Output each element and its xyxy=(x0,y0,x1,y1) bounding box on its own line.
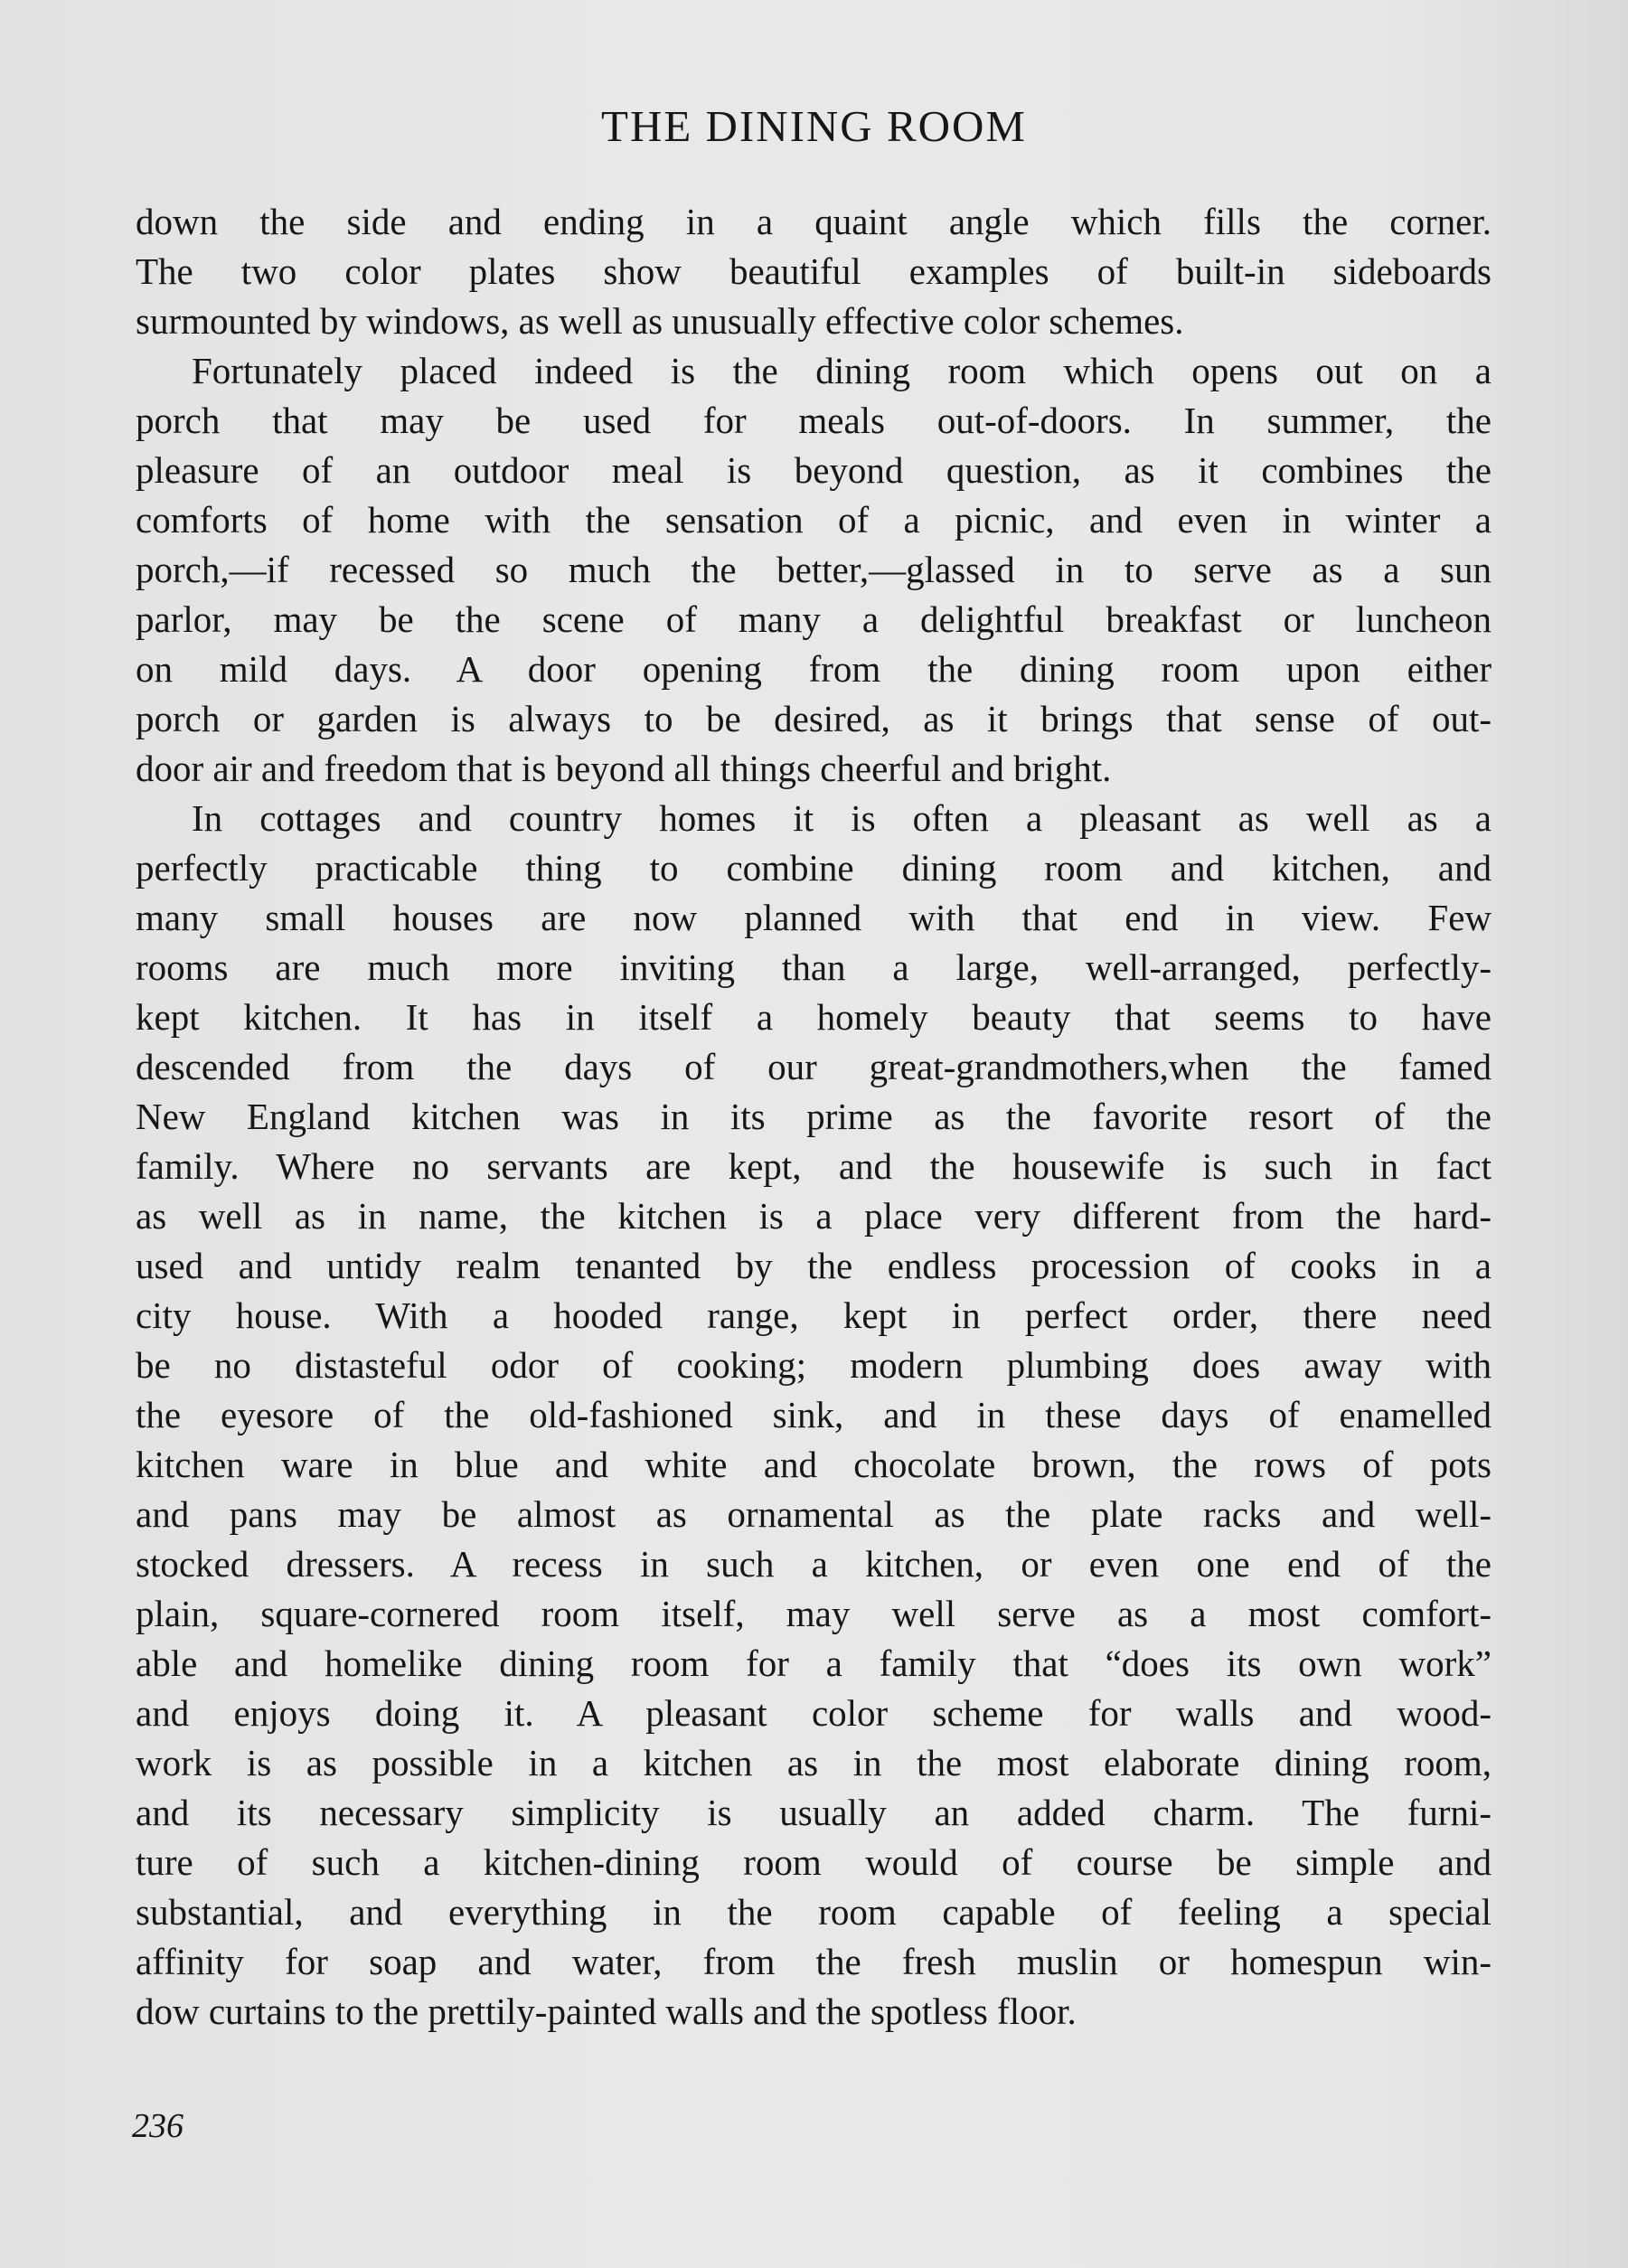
text-line: family. Where no servants are kept, and the housewife is such in fact xyxy=(136,1145,1492,1187)
text-line: door air and freedom that is beyond all things cheerful and bright. xyxy=(136,748,1112,789)
text-line: down the side and ending in a quaint angle which fills the corner. xyxy=(136,201,1492,242)
text-line: substantial, and everything in the room capable of feeling a special xyxy=(136,1891,1492,1933)
text-line: as well as in name, the kitchen is a place very different from the hard- xyxy=(136,1195,1492,1237)
text-line: Fortunately placed indeed is the dining room which opens out on a xyxy=(192,350,1492,391)
running-title: THE DINING ROOM xyxy=(601,101,1027,151)
text-line: able and homelike dining room for a family that “does its own work” xyxy=(136,1642,1492,1684)
text-line: the eyesore of the old-fashioned sink, and in these days of enamelled xyxy=(136,1394,1492,1435)
text-line: surmounted by windows, as well as unusually effective color schemes. xyxy=(136,300,1184,342)
text-line: porch that may be used for meals out-of-doors. In summer, the xyxy=(136,400,1492,441)
text-line: comforts of home with the sensation of a picnic, and even in winter a xyxy=(136,499,1492,541)
text-line: stocked dressers. A recess in such a kitchen, or even one end of the xyxy=(136,1543,1492,1585)
text-line: parlor, may be the scene of many a delightful breakfast or luncheon xyxy=(136,598,1492,640)
text-line: affinity for soap and water, from the fresh muslin or homespun win- xyxy=(136,1941,1492,1982)
text-line: be no distasteful odor of cooking; modern plumbing does away with xyxy=(136,1344,1492,1386)
text-line: and its necessary simplicity is usually an added charm. The furni- xyxy=(136,1792,1492,1833)
text-line: perfectly practicable thing to combine dining room and kitchen, and xyxy=(136,847,1492,889)
text-line: porch or garden is always to be desired, as it brings that sense of out- xyxy=(136,698,1492,739)
text-line: kept kitchen. It has in itself a homely beauty that seems to have xyxy=(136,996,1492,1038)
text-line: work is as possible in a kitchen as in the most elaborate dining room, xyxy=(136,1742,1492,1783)
text-line: The two color plates show beautiful examples of built-in sideboards xyxy=(136,250,1492,292)
text-line: many small houses are now planned with that end in view. Few xyxy=(136,897,1492,938)
body-text xyxy=(136,197,1492,2037)
page-number: 236 xyxy=(132,2107,184,2145)
text-line: on mild days. A door opening from the dining room upon either xyxy=(136,648,1492,690)
text-line: kitchen ware in blue and white and chocolate brown, the rows of pots xyxy=(136,1444,1492,1485)
text-line: descended from the days of our great-grandmothers,when the famed xyxy=(136,1046,1492,1087)
text-line: and enjoys doing it. A pleasant color scheme for walls and wood- xyxy=(136,1692,1492,1734)
text-line: rooms are much more inviting than a large, well-arranged, perfectly- xyxy=(136,946,1492,988)
text-line: New England kitchen was in its prime as the favorite resort of the xyxy=(136,1096,1492,1137)
text-line: pleasure of an outdoor meal is beyond question, as it combines the xyxy=(136,449,1492,491)
text-line: ture of such a kitchen-dining room would of course be simple and xyxy=(136,1841,1492,1883)
text-line: plain, square-cornered room itself, may well serve as a most comfort- xyxy=(136,1593,1492,1634)
text-line: In cottages and country homes it is often a pleasant as well as a xyxy=(192,797,1492,839)
text-line: city house. With a hooded range, kept in perfect order, there need xyxy=(136,1294,1492,1336)
text-line: used and untidy realm tenanted by the endless procession of cooks in a xyxy=(136,1245,1492,1286)
text-line: dow curtains to the prettily-painted walls and the spotless floor. xyxy=(136,1990,1077,2032)
text-line: porch,—if recessed so much the better,—glassed in to serve as a sun xyxy=(136,549,1492,590)
text-line: and pans may be almost as ornamental as the plate racks and well- xyxy=(136,1493,1492,1535)
